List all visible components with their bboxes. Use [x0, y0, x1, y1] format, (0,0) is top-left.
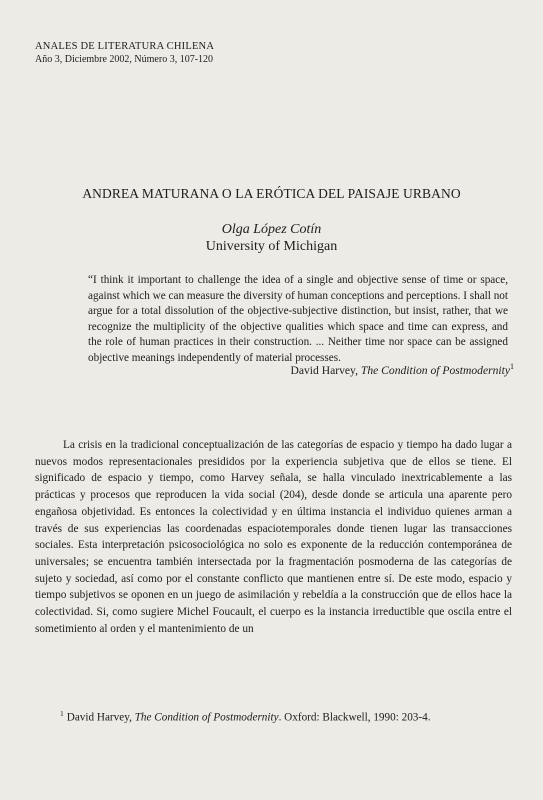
- body-text: [35, 437, 512, 637]
- epigraph-source-work: The Condition of Postmodernity: [360, 363, 510, 377]
- author-affiliation: University of Michigan: [205, 239, 338, 254]
- footnote: [60, 709, 520, 724]
- author-name: Olga López Cotín: [221, 222, 322, 237]
- journal-header: [35, 40, 335, 66]
- epigraph-source: [88, 362, 514, 377]
- footnote-author: David Harvey,: [66, 711, 132, 724]
- footnote-mark: 1: [60, 709, 64, 718]
- journal-issue: Año 3, Diciembre 2002, Número 3, 107-120: [35, 54, 214, 65]
- footnote-work: The Condition of Postmodernity: [134, 711, 279, 724]
- body-paragraph: La crisis en la tradicional conceptualización de las categorías de espacio y tiempo ha dado lugar a nuevos modos representacionales presididos por la experiencia subjetiva que de ellos se tiene. El significado de espacio y tiempo, como Harvey señala, se halla vinculado inextricablemente a las prácticas y procesos que reproducen la vida social (204), desde donde se articula una aparente pero engañosa objetividad. Es entonces la colectividad y en última instancia el individuo quienes arman a través de sus experiencias las coordenadas espaciotemporales donde tienen lugar las transacciones sociales. Esta interpretación psicosociológica no solo es exponente de la reducción contemporánea de universales; se encuentra también intersectada por la fragmentación posmoderna de las categorías de sujeto y sociedad, así como por el constante conflicto que mantienen entre sí. De este modo, espacio y tiempo subjetivos se oponen en un juego de asimilación y rebeldía a la construcción que de ellos hace la colectividad. Si, como sugiere Michel Foucault, el cuerpo es la instancia irreductible que oscila entre el sometimiento al orden y el mantenimiento de un: [35, 439, 512, 635]
- footnote-details: . Oxford: Blackwell, 1990: 203-4.: [278, 711, 431, 724]
- epigraph-footnote-mark: 1: [510, 362, 514, 371]
- article-title: ANDREA MATURANA O LA ERÓTICA DEL PAISAJE URBANO: [82, 186, 461, 201]
- epigraph-source-author: David Harvey,: [290, 363, 358, 377]
- journal-name: ANALES DE LITERATURA CHILENA: [35, 41, 215, 52]
- epigraph-quote: “I think it important to challenge the idea of a single and objective sense of time or space, against which we can measure the diversity of human conceptions and perceptions. I shall not argue for a total dissolution of the objective-subjective distinction, but insist, rather, that we recognize the multiplicity of the objective qualities which space and time can express, and the role of human practices in their construction. ... Neither time nor space can be assigned objective meanings independently of material processes.: [88, 274, 508, 364]
